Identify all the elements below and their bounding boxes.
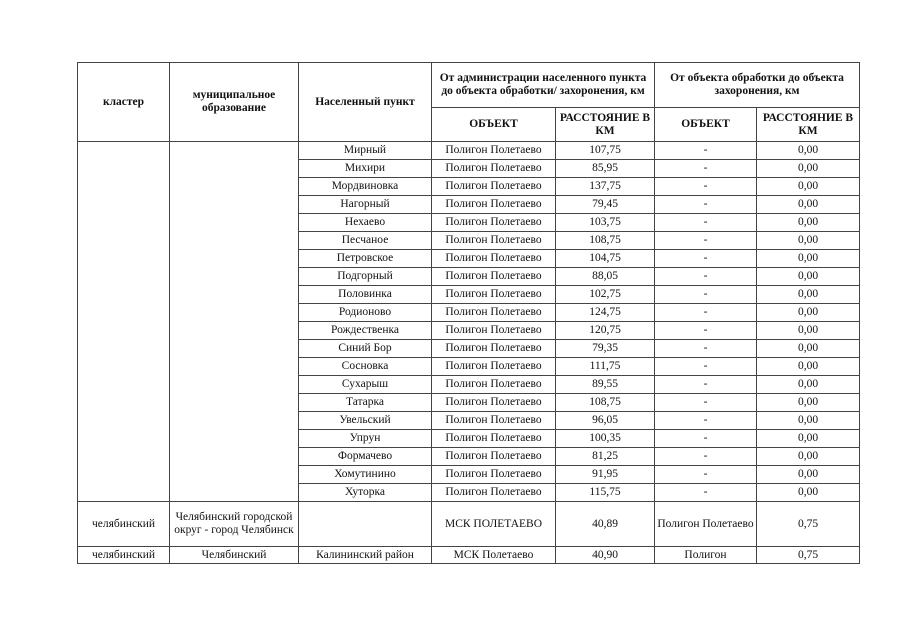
cell-object-2: - [655, 358, 757, 376]
cell-settlement: Сухарыш [299, 376, 432, 394]
header-object-2: ОБЪЕКТ [655, 108, 757, 142]
cell-settlement: Половинка [299, 286, 432, 304]
cell-object-2: - [655, 232, 757, 250]
cell-distance-2: 0,00 [757, 142, 860, 160]
cell-distance: 104,75 [556, 250, 655, 268]
table-body [78, 142, 860, 564]
cell-object-2: - [655, 304, 757, 322]
cell-distance: 102,75 [556, 286, 655, 304]
cell-distance: 103,75 [556, 214, 655, 232]
cell-object: Полигон Полетаево [432, 196, 556, 214]
cell-cluster: челябинский [78, 547, 170, 564]
cell-object-2: - [655, 196, 757, 214]
cell-distance: 91,95 [556, 466, 655, 484]
header-cluster: кластер [78, 63, 170, 142]
cell-distance-2: 0,00 [757, 196, 860, 214]
cell-object: Полигон Полетаево [432, 142, 556, 160]
cell-settlement: Нехаево [299, 214, 432, 232]
cell-object: Полигон Полетаево [432, 214, 556, 232]
cell-settlement: Мирный [299, 142, 432, 160]
cell-object: Полигон Полетаево [432, 322, 556, 340]
cell-object: Полигон Полетаево [432, 484, 556, 502]
cell-distance: 124,75 [556, 304, 655, 322]
cell-distance: 85,95 [556, 160, 655, 178]
cell-settlement: Рождественка [299, 322, 432, 340]
cell-object-2: - [655, 430, 757, 448]
cell-settlement: Упрун [299, 430, 432, 448]
cell-settlement: Хомутинино [299, 466, 432, 484]
cell-object: Полигон Полетаево [432, 358, 556, 376]
cell-distance: 40,89 [556, 502, 655, 547]
cell-cluster [78, 142, 170, 502]
cell-distance-2: 0,75 [757, 547, 860, 564]
header-settlement: Населенный пункт [299, 63, 432, 142]
cell-distance: 115,75 [556, 484, 655, 502]
cell-distance-2: 0,75 [757, 502, 860, 547]
cell-municipality: Челябинский [170, 547, 299, 564]
cell-settlement: Михири [299, 160, 432, 178]
cell-settlement: Нагорный [299, 196, 432, 214]
cell-object: Полигон Полетаево [432, 412, 556, 430]
header-distance-2: РАССТОЯНИЕ В КМ [757, 108, 860, 142]
cell-distance-2: 0,00 [757, 178, 860, 196]
cell-object-2: - [655, 142, 757, 160]
cell-distance-2: 0,00 [757, 448, 860, 466]
cell-settlement: Сосновка [299, 358, 432, 376]
cell-distance: 137,75 [556, 178, 655, 196]
cell-distance: 79,35 [556, 340, 655, 358]
cell-object-2: - [655, 484, 757, 502]
cell-object: Полигон Полетаево [432, 250, 556, 268]
table-row [78, 142, 860, 160]
cell-object-2: - [655, 286, 757, 304]
header-row-1 [78, 63, 860, 108]
cell-object-2: - [655, 322, 757, 340]
header-distance-1: РАССТОЯНИЕ В КМ [556, 108, 655, 142]
cell-object: Полигон Полетаево [432, 376, 556, 394]
cell-object-2: - [655, 466, 757, 484]
cell-settlement: Калининский район [299, 547, 432, 564]
cell-object: Полигон Полетаево [432, 286, 556, 304]
cell-object: МСК Полетаево [432, 547, 556, 564]
cell-distance-2: 0,00 [757, 268, 860, 286]
cell-settlement [299, 502, 432, 547]
cell-distance-2: 0,00 [757, 232, 860, 250]
cell-object-2: - [655, 340, 757, 358]
cell-settlement: Мордвиновка [299, 178, 432, 196]
table-row-chelyabinsk-city [78, 502, 860, 547]
cell-distance: 79,45 [556, 196, 655, 214]
cell-settlement: Подгорный [299, 268, 432, 286]
cell-settlement: Татарка [299, 394, 432, 412]
cell-distance-2: 0,00 [757, 376, 860, 394]
cell-object-2: - [655, 412, 757, 430]
cell-object-2: - [655, 250, 757, 268]
cell-object: Полигон Полетаево [432, 160, 556, 178]
cell-distance: 40,90 [556, 547, 655, 564]
cell-object-2: - [655, 376, 757, 394]
cell-object-2: - [655, 268, 757, 286]
cell-settlement: Формачево [299, 448, 432, 466]
cell-object: Полигон Полетаево [432, 304, 556, 322]
header-group-processing: От объекта обработки до объекта захоронения, км [655, 63, 860, 108]
cell-object-2: - [655, 214, 757, 232]
header-group-admin: От администрации населенного пункта до объекта обработки/ захоронения, км [432, 63, 655, 108]
cell-object: Полигон Полетаево [432, 466, 556, 484]
cell-settlement: Родионово [299, 304, 432, 322]
cell-object-2: - [655, 394, 757, 412]
cell-object: Полигон Полетаево [432, 394, 556, 412]
cell-distance: 100,35 [556, 430, 655, 448]
cell-settlement: Песчаное [299, 232, 432, 250]
cell-distance: 96,05 [556, 412, 655, 430]
cell-object: Полигон Полетаево [432, 430, 556, 448]
cell-object: МСК ПОЛЕТАЕВО [432, 502, 556, 547]
cell-distance: 120,75 [556, 322, 655, 340]
cell-distance-2: 0,00 [757, 412, 860, 430]
cell-settlement: Петровское [299, 250, 432, 268]
cell-cluster: челябинский [78, 502, 170, 547]
header-object-1: ОБЪЕКТ [432, 108, 556, 142]
table-row-kalininsky [78, 547, 860, 564]
cell-distance-2: 0,00 [757, 250, 860, 268]
cell-object-2: - [655, 160, 757, 178]
cell-distance-2: 0,00 [757, 466, 860, 484]
cell-distance: 107,75 [556, 142, 655, 160]
cell-distance-2: 0,00 [757, 214, 860, 232]
cell-distance: 88,05 [556, 268, 655, 286]
distance-table [77, 62, 860, 564]
cell-distance-2: 0,00 [757, 394, 860, 412]
cell-distance-2: 0,00 [757, 286, 860, 304]
cell-object: Полигон Полетаево [432, 178, 556, 196]
cell-municipality: Челябинский городской округ - город Челябинск [170, 502, 299, 547]
cell-municipality [170, 142, 299, 502]
cell-distance: 89,55 [556, 376, 655, 394]
cell-object-2: Полигон [655, 547, 757, 564]
cell-distance: 108,75 [556, 394, 655, 412]
cell-distance-2: 0,00 [757, 304, 860, 322]
header-municipality: муниципальное образование [170, 63, 299, 142]
cell-object-2: - [655, 448, 757, 466]
cell-object: Полигон Полетаево [432, 340, 556, 358]
cell-settlement: Синий Бор [299, 340, 432, 358]
cell-distance: 81,25 [556, 448, 655, 466]
cell-settlement: Увельский [299, 412, 432, 430]
cell-distance-2: 0,00 [757, 340, 860, 358]
cell-object: Полигон Полетаево [432, 448, 556, 466]
cell-distance-2: 0,00 [757, 358, 860, 376]
cell-settlement: Хуторка [299, 484, 432, 502]
cell-object: Полигон Полетаево [432, 232, 556, 250]
cell-object-2: - [655, 178, 757, 196]
cell-distance-2: 0,00 [757, 322, 860, 340]
cell-object-2: Полигон Полетаево [655, 502, 757, 547]
cell-distance-2: 0,00 [757, 484, 860, 502]
cell-distance-2: 0,00 [757, 430, 860, 448]
cell-object: Полигон Полетаево [432, 268, 556, 286]
cell-distance: 111,75 [556, 358, 655, 376]
cell-distance: 108,75 [556, 232, 655, 250]
cell-distance-2: 0,00 [757, 160, 860, 178]
